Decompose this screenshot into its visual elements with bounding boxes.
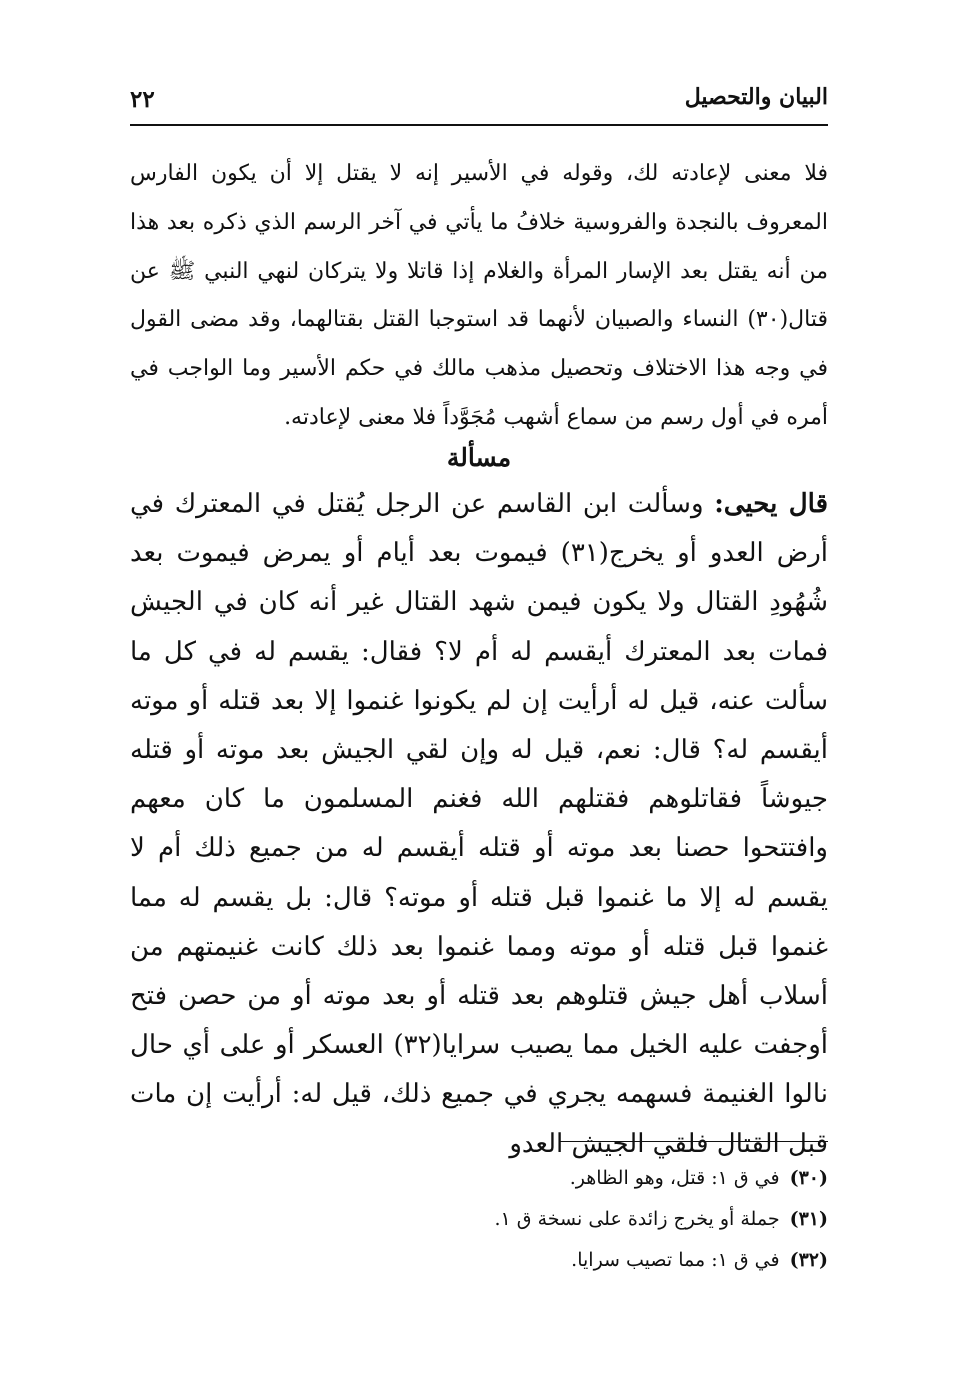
footnote <box>130 1199 828 1240</box>
header-rule <box>130 124 828 126</box>
paragraph-question <box>130 480 828 1169</box>
running-title: البيان والتحصيل <box>684 84 828 110</box>
footnote-rule <box>560 1141 828 1142</box>
footnote-text: في ق ١: مما تصيب سرايا. <box>571 1249 780 1271</box>
footnote-text: جملة أو يخرج زائدة على نسخة ق ١. <box>494 1208 780 1230</box>
footnote-text: في ق ١: قتل، وهو الظاهر. <box>569 1167 780 1189</box>
footnotes <box>130 1158 828 1281</box>
question-text: وسألت ابن القاسم عن الرجل يُقتل في المعترك في أرض العدو أو يخرج(٣١) فيموت بعد أيام أو يمرض فيموت بعد شُهُودِ القتال ولا يكون فيمن شهد القتال غير أنه كان في الجيش فمات بعد المعترك أيقسم له أم لا؟ فقال: يقسم له في كل ما سألت عنه، قيل له أرأيت إن لم يكونوا غنموا إلا بعد قتله أو موته أيقسم له؟ قال: نعم، قيل له وإن لقي الجيش بعد موته أو قتله جيوشاً فقاتلوهم فقتلهم الله فغنم المسلمون ما كان معهم وافتتحوا حصنا بعد موته أو قتله أيقسم له من جميع ذلك أم لا يقسم له إلا ما غنموا قبل قتله أو موته؟ قال: بل يقسم له مما غنموا قبل قتله أو موته ومما غنموا بعد ذلك كانت غنيمتهم من أسلاب أهل جيش قتلوهم بعد قتله أو بعد موته أو من حصن فتح أوجفت عليه الخيل مما يصيب سرايا(٣٢) العسكر أو على أي حال نالوا الغنيمة فسهمه يجري في جميع ذلك، قيل له: أرأيت إن مات قبل القتال فلقي الجيش العدو <box>130 489 828 1159</box>
running-head <box>130 78 828 118</box>
footnote-number: (٣١) <box>789 1208 828 1230</box>
speaker-label: قال يحيى: <box>714 489 829 519</box>
page-number: ٢٢ <box>130 86 155 113</box>
footnote <box>130 1158 828 1199</box>
footnote-number: (٣٠) <box>789 1167 828 1189</box>
footnote <box>130 1240 828 1281</box>
section-title: مسألة <box>446 443 512 472</box>
paragraph-commentary: فلا معنى لإعادته لك، وقوله في الأسير إنه لا يقتل إلا أن يكون الفارس المعروف بالنجدة والفروسية خلافُ ما يأتي في آخر الرسم الذي ذكره بعد هذا من أنه يقتل بعد الإسار المرأة والغلام إذا قاتلا ولا يتركان لنهي النبي ﷺ عن قتال(٣٠) النساء والصبيان لأنهما قد استوجبا القتل بقتالهما، وقد مضى القول في وجه هذا الاختلاف وتحصيل مذهب مالك في حكم الأسير وما الواجب في أمره في أول رسم من سماع أشهب مُجَوَّداً فلا معنى لإعادته. <box>130 161 828 430</box>
footnote-number: (٣٢) <box>789 1249 828 1271</box>
